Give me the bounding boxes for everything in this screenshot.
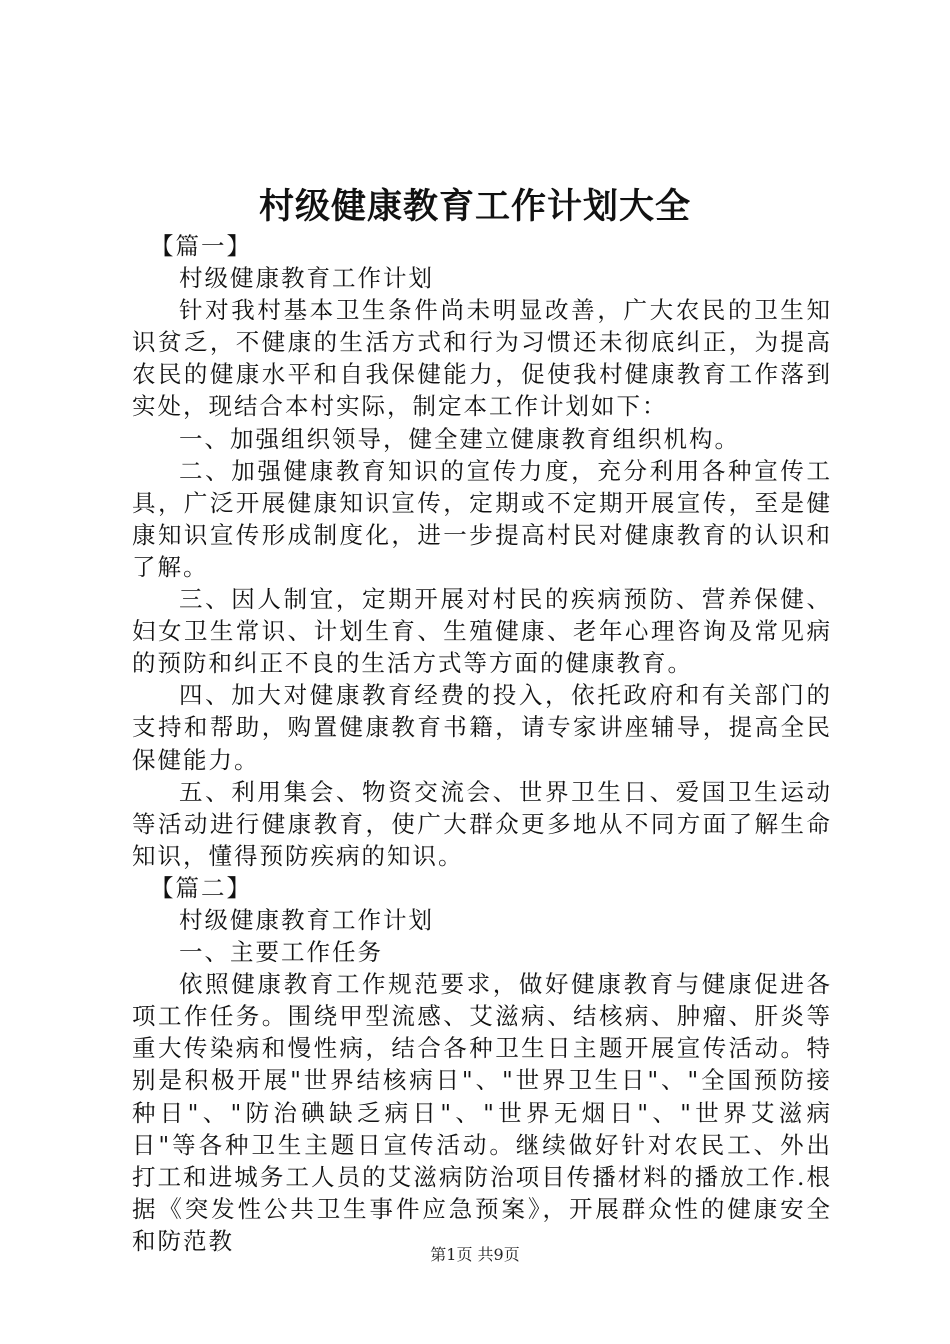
page-footer: 第1页 共9页: [430, 1245, 520, 1264]
section-heading: 村级健康教育工作计划: [179, 264, 434, 293]
body-paragraph: 四、加大对健康教育经费的投入，依托政府和有关部门的支持和帮助，购置健康教育书籍，请专家讲座辅导，提高全民保健能力。: [132, 681, 832, 774]
subsection-heading: 一、主要工作任务: [179, 938, 383, 967]
body-paragraph: 二、加强健康教育知识的宣传力度，充分利用各种宣传工具，广泛开展健康知识宣传，定期或不定期开展宣传，至是健康知识宣传形成制度化，进一步提高村民对健康教育的认识和了解。: [132, 456, 832, 581]
body-paragraph: 依照健康教育工作规范要求，做好健康教育与健康促进各项工作任务。围绕甲型流感、艾滋病、结核病、肿瘤、肝炎等重大传染病和慢性病，结合各种卫生日主题开展宣传活动。特别是积极开展"世界结核病日"、"世界卫生日"、"全国预防接种日"、"防治碘缺乏病日"、"世界无烟日"、"世界艾滋病日"等各种卫生主题日宣传活动。继续做好针对农民工、外出打工和进城务工人员的艾滋病防治项目传播材料的播放工作.根据《突发性公共卫生事件应急预案》，开展群众性的健康安全和防范教: [132, 970, 832, 1255]
body-paragraph: 五、利用集会、物资交流会、世界卫生日、爱国卫生运动等活动进行健康教育，使广大群众更多地从不同方面了解生命知识，懂得预防疾病的知识。: [132, 777, 832, 870]
document-title: 村级健康教育工作计划大全: [258, 187, 691, 227]
section-label: 【篇二】: [150, 873, 252, 902]
body-paragraph: 三、因人制宜，定期开展对村民的疾病预防、营养保健、妇女卫生常识、计划生育、生殖健康、老年心理咨询及常见病的预防和纠正不良的生活方式等方面的健康教育。: [132, 585, 832, 678]
section-heading: 村级健康教育工作计划: [179, 905, 434, 934]
section-label: 【篇一】: [150, 232, 252, 260]
document-body: [132, 230, 832, 1257]
body-paragraph: 针对我村基本卫生条件尚未明显改善，广大农民的卫生知识贫乏，不健康的生活方式和行为习惯还未彻底纠正，为提高农民的健康水平和自我保健能力，促使我村健康教育工作落到实处，现结合本村实际，制定本工作计划如下：: [132, 296, 832, 421]
body-paragraph: 一、加强组织领导，健全建立健康教育组织机构。: [179, 424, 740, 453]
